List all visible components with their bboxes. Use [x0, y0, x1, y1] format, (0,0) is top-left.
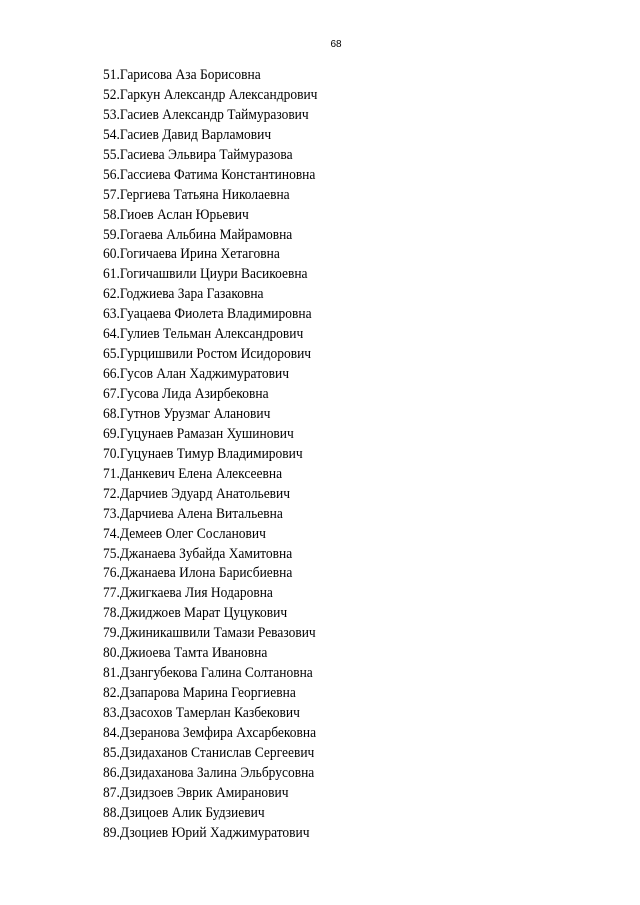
list-item: 61.Гогичашвили Циури Васикоевна — [103, 266, 308, 283]
list-item: 85.Дзидаханов Станислав Сергеевич — [103, 744, 315, 761]
list-item: 73.Дарчиева Алена Витальевна — [103, 505, 283, 522]
list-item: 87.Дзидзоев Эврик Амиранович — [103, 784, 289, 801]
list-item: 66.Гусов Алан Хаджимуратович — [103, 366, 289, 383]
list-item: 60.Гогичаева Ирина Хетаговна — [103, 246, 280, 263]
list-item: 74.Демеев Олег Сосланович — [103, 525, 266, 542]
list-item: 53.Гасиев Александр Таймуразович — [103, 106, 309, 123]
list-item: 71.Данкевич Елена Алексеевна — [103, 465, 283, 482]
list-item: 76.Джанаева Илона Барисбиевна — [103, 565, 293, 582]
list-item: 80.Джиоева Тамта Ивановна — [103, 645, 268, 662]
list-item: 84.Дзеранова Земфира Ахсарбековна — [103, 724, 317, 741]
list-item: 82.Дзапарова Марина Георгиевна — [103, 685, 296, 702]
list-item: 70.Гуцунаев Тимур Владимирович — [103, 445, 303, 462]
list-item: 58.Гиоев Аслан Юрьевич — [103, 206, 249, 223]
list-item: 75.Джанаева Зубайда Хамитовна — [103, 545, 293, 562]
list-item: 52.Гаркун Александр Александрович — [103, 86, 318, 103]
list-item: 78.Джиджоев Марат Цуцукович — [103, 605, 288, 622]
list-item: 81.Дзангубекова Галина Солтановна — [103, 665, 313, 682]
list-item: 51.Гарисова Аза Борисовна — [103, 67, 261, 83]
list-item: 55.Гасиева Эльвира Таймуразова — [103, 146, 293, 163]
list-item: 57.Гергиева Татьяна Николаевна — [103, 186, 290, 203]
list-item: 77.Джигкаева Лия Нодаровна — [103, 585, 273, 602]
list-item: 79.Джиникашвили Тамази Ревазович — [103, 625, 316, 642]
list-item: 72.Дарчиев Эдуард Анатольевич — [103, 485, 291, 502]
list-item: 59.Гогаева Альбина Майрамовна — [103, 226, 293, 243]
list-item: 54.Гасиев Давид Варламович — [103, 126, 272, 143]
list-item: 86.Дзидаханова Залина Эльбрусовна — [103, 764, 315, 781]
list-item: 69.Гуцунаев Рамазан Хушинович — [103, 425, 294, 442]
list-item: 68.Гутнов Урузмаг Аланович — [103, 405, 271, 422]
list-item: 89.Дзоциев Юрий Хаджимуратович — [103, 824, 310, 841]
list-item: 83.Дзасохов Тамерлан Казбекович — [103, 705, 300, 721]
list-item: 64.Гулиев Тельман Александрович — [103, 326, 304, 343]
list-item: 65.Гурцишвили Ростом Исидорович — [103, 346, 312, 363]
list-item: 56.Гассиева Фатима Константиновна — [103, 166, 316, 183]
name-list — [103, 65, 334, 843]
list-item: 62.Годжиева Зара Газаковна — [103, 286, 264, 303]
list-item: 67.Гусова Лида Азирбековна — [103, 386, 269, 402]
list-item: 88.Дзицоев Алик Будзиевич — [103, 804, 265, 821]
page-number: 68 — [330, 39, 342, 50]
list-item: 63.Гуацаева Фиолета Владимировна — [103, 306, 312, 323]
